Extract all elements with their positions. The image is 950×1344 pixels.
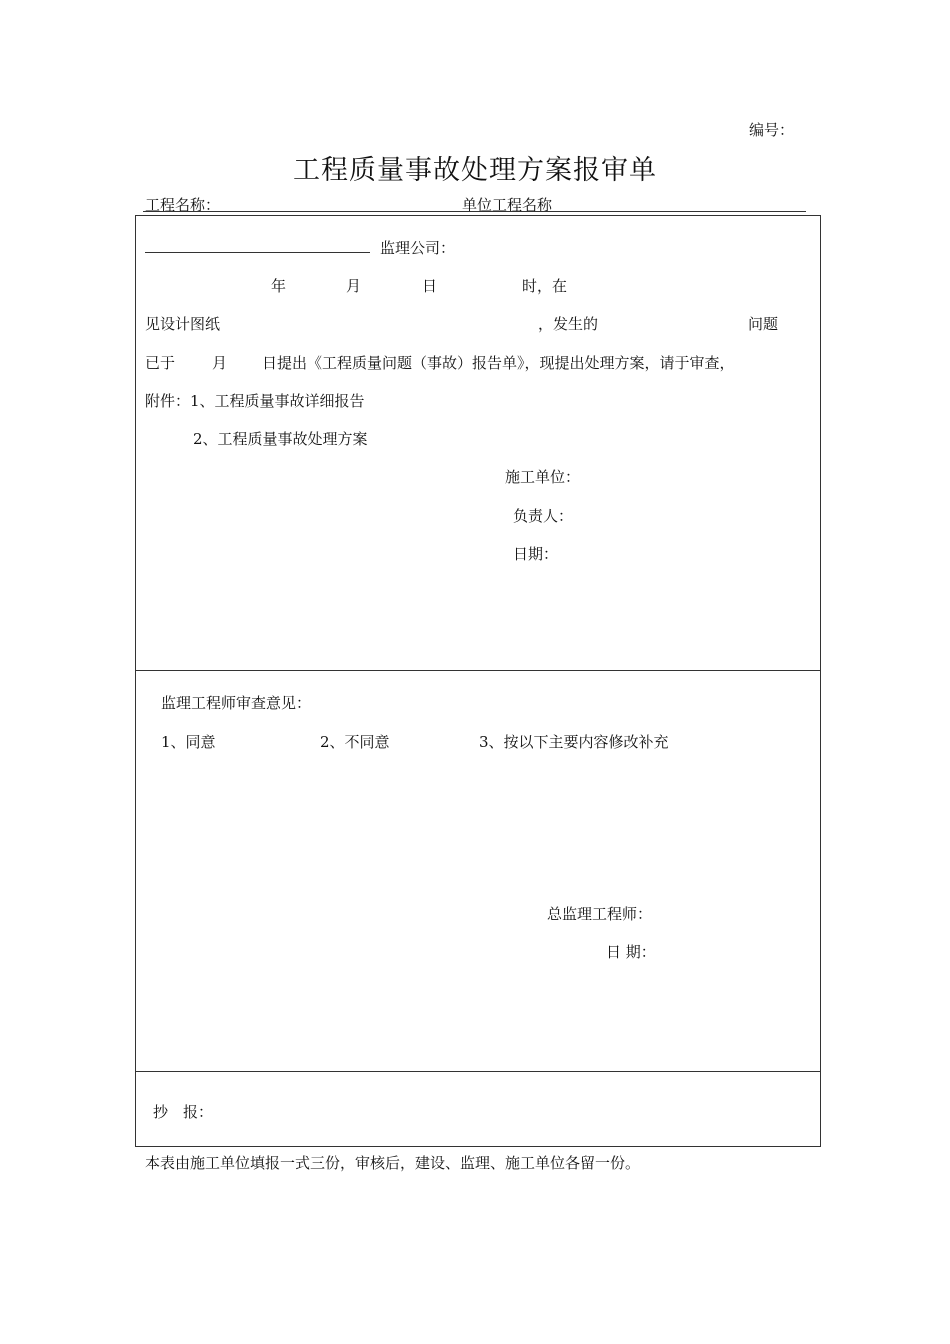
year-label: 年 xyxy=(271,277,287,295)
supervisor-company-blank[interactable] xyxy=(145,252,370,253)
option-agree[interactable]: 1、同意 xyxy=(161,733,216,751)
page-title: 工程质量事故处理方案报审单 xyxy=(293,155,657,186)
chief-engineer-label: 总监理工程师： xyxy=(547,905,653,923)
attachment-2: 2、工程质量事故处理方案 xyxy=(193,430,368,448)
review-opinion-label: 监理工程师审查意见： xyxy=(161,694,312,712)
info-underline xyxy=(143,211,806,212)
day-label: 日 xyxy=(422,277,438,295)
chief-engineer-date-label: 日 期： xyxy=(606,943,656,961)
contractor-label: 施工单位： xyxy=(505,468,581,486)
hour-at-label: 时，在 xyxy=(522,277,568,295)
footer-note: 本表由施工单位填报一式三份，审核后，建设、监理、施工单位各留一份。 xyxy=(145,1154,641,1172)
submitted-text: 日提出《工程质量问题（事故）报告单》，现提出处理方案，请于审查， xyxy=(262,354,735,372)
month-label: 月 xyxy=(346,277,362,295)
option-disagree[interactable]: 2、不同意 xyxy=(320,733,390,751)
project-name-label: 工程名称： xyxy=(145,196,221,214)
contractor-date-label: 日期： xyxy=(513,545,559,563)
attachment-1: 附件：1、工程质量事故详细报告 xyxy=(145,392,365,410)
unit-project-name-label: 单位工程名称 xyxy=(462,196,553,214)
section-divider-2 xyxy=(135,1071,821,1072)
serial-number-label: 编号： xyxy=(749,121,795,139)
cc-label: 抄 报： xyxy=(153,1103,214,1121)
see-drawing-label: 见设计图纸 xyxy=(145,315,221,333)
person-in-charge-label: 负责人： xyxy=(513,507,574,525)
occurred-label: ，发生的 xyxy=(538,315,599,333)
problem-label: 问题 xyxy=(748,315,779,333)
supervisor-company-label: 监理公司： xyxy=(380,239,456,257)
month2-label: 月 xyxy=(212,354,228,372)
section-divider-1 xyxy=(135,670,821,671)
option-revise[interactable]: 3、按以下主要内容修改补充 xyxy=(479,733,669,751)
already-label: 已于 xyxy=(145,354,176,372)
